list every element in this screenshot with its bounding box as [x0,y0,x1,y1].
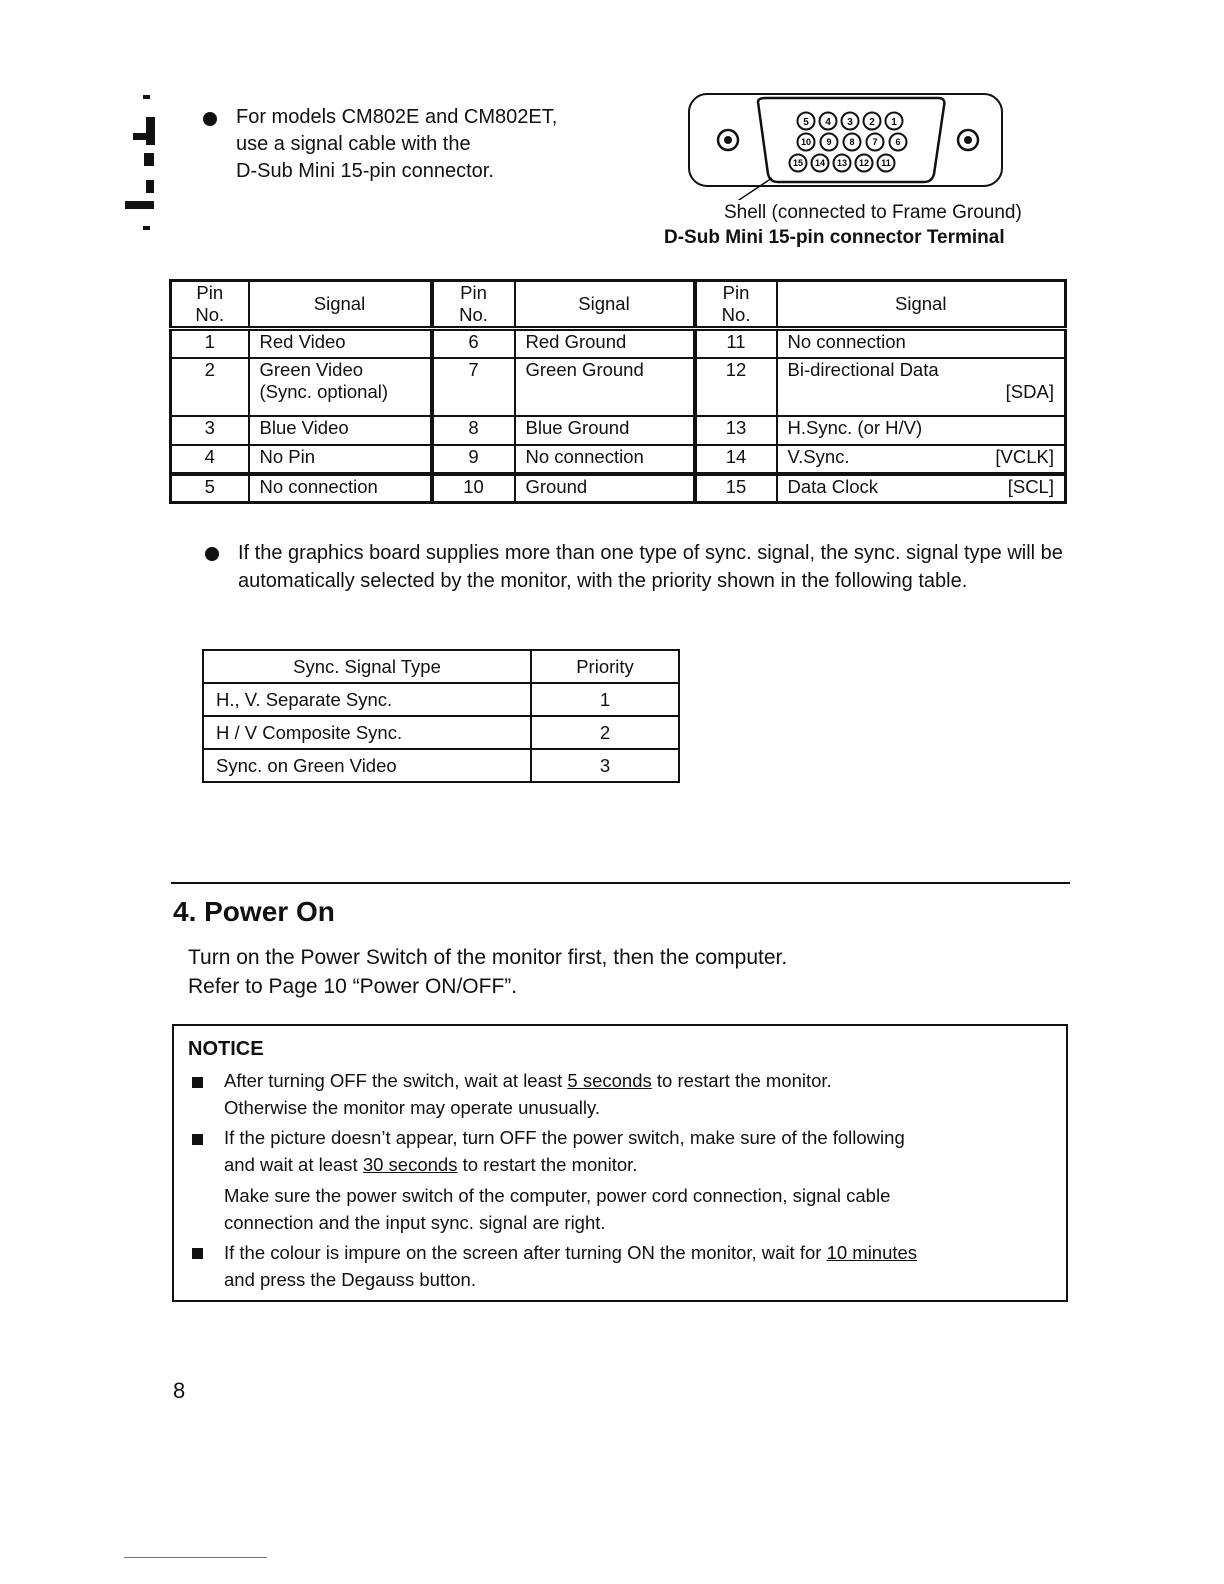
pin-number: 3 [171,416,249,445]
pin-number: 2 [171,358,249,416]
pin-assignment-table [169,279,1067,504]
svg-text:2: 2 [869,117,875,128]
pin-number: 7 [432,358,515,416]
pin-number: 4 [171,445,249,474]
svg-text:8: 8 [849,137,855,147]
pin-number: 6 [432,329,515,358]
signal-name: Red Ground [515,329,695,358]
pin-number: 10 [432,474,515,503]
table-header-row [203,650,679,683]
bullet-icon [205,547,219,561]
priority: 1 [531,683,679,716]
square-bullet-icon [192,1134,203,1145]
svg-text:7: 7 [872,137,878,147]
signal-name: Data Clock [SCL] [777,474,1066,503]
square-bullet-icon [192,1248,203,1259]
body-line: Turn on the Power Switch of the monitor first, then the computer. [188,946,788,969]
sync-type: Sync. on Green Video [203,749,531,782]
footer-line [124,1557,267,1558]
signal-name: Blue Ground [515,416,695,445]
svg-text:5: 5 [803,117,809,128]
svg-text:1: 1 [891,117,897,128]
shell-label: Shell (connected to Frame Ground) [724,202,1022,223]
sync-priority-table [202,649,680,783]
binding-mark [143,226,150,230]
svg-text:12: 12 [858,158,870,168]
binding-mark [143,95,150,99]
binding-mark [144,153,154,166]
svg-text:10: 10 [800,137,812,147]
binding-mark [125,201,154,209]
pin-number: 1 [171,329,249,358]
connector-title: D-Sub Mini 15-pin connector Terminal [664,227,1005,248]
column-header: Signal [777,281,1066,329]
svg-text:9: 9 [826,137,832,147]
svg-text:14: 14 [814,158,826,168]
table-row [171,358,1066,416]
pin-number: 15 [695,474,777,503]
table-row [171,416,1066,445]
column-header: Priority [531,650,679,683]
sync-paragraph: If the graphics board supplies more than one type of sync. signal, the sync. signal type will be automatically selected by the monitor, with the priority shown in the following table. [238,542,1063,592]
signal-name: Blue Video [249,416,432,445]
shell-leader-line [736,178,772,200]
pin-number: 13 [695,416,777,445]
pin-number: 8 [432,416,515,445]
intro-line: use a signal cable with the [236,133,471,155]
signal-name: Green Video (Sync. optional) [249,358,432,416]
pin-number: 9 [432,445,515,474]
column-header: Signal [515,281,695,329]
notice-item: If the picture doesn’t appear, turn OFF the power switch, make sure of the following and wait at least 30 seconds to restart the monitor. Make sure the power switch of the computer, power cord connection, signal cable connection and the input sync. signal are right. [224,1127,905,1233]
column-header: Sync. Signal Type [203,650,531,683]
column-header: Pin No. [432,281,515,329]
table-row [203,716,679,749]
signal-name: No connection [777,329,1066,358]
svg-text:4: 4 [825,117,831,128]
bullet-icon [203,112,217,126]
intro-line: For models CM802E and CM802ET, [236,106,558,128]
pin-number: 11 [695,329,777,358]
pin-number: 14 [695,445,777,474]
pin-row-3 [790,155,895,172]
priority: 2 [531,716,679,749]
pin-number: 5 [171,474,249,503]
column-header: Pin No. [171,281,249,329]
signal-name: Ground [515,474,695,503]
notice-item: After turning OFF the switch, wait at least 5 seconds to restart the monitor. Otherwise the monitor may operate unusually. [224,1070,832,1118]
section-title: 4. Power On [173,896,335,927]
binding-mark [133,133,147,140]
signal-name: H.Sync. (or H/V) [777,416,1066,445]
table-header-row [171,281,1066,329]
sync-type: H / V Composite Sync. [203,716,531,749]
svg-text:6: 6 [895,137,901,147]
svg-text:11: 11 [881,158,891,168]
notice-item: If the colour is impure on the screen after turning ON the monitor, wait for 10 minutes and press the Degauss button. [224,1242,918,1290]
table-row [203,749,679,782]
signal-name: Green Ground [515,358,695,416]
pin-number: 12 [695,358,777,416]
section-body [188,943,787,1001]
table-row [203,683,679,716]
signal-name: V.Sync. [VCLK] [777,445,1066,474]
column-header: Signal [249,281,432,329]
sync-type: H., V. Separate Sync. [203,683,531,716]
body-line: Refer to Page 10 “Power ON/OFF”. [188,975,518,998]
svg-text:15: 15 [792,158,804,168]
square-bullet-icon [192,1077,203,1088]
pin-row-1 [798,113,903,130]
svg-text:13: 13 [836,158,848,168]
notice-title: NOTICE [188,1038,264,1060]
intro-line: D-Sub Mini 15-pin connector. [236,160,494,182]
binding-mark [146,117,155,145]
signal-name: No connection [249,474,432,503]
pin-row-2 [798,134,907,151]
signal-name: Bi-directional Data [SDA] [777,358,1066,416]
signal-name: No Pin [249,445,432,474]
page-number: 8 [173,1378,186,1403]
column-header: Pin No. [695,281,777,329]
table-row [171,445,1066,474]
signal-name: No connection [515,445,695,474]
intro-text [236,104,656,185]
d-sub-connector-diagram [686,90,1006,200]
table-row [171,329,1066,358]
table-row [171,474,1066,503]
svg-text:3: 3 [847,117,853,128]
priority: 3 [531,749,679,782]
signal-name: Red Video [249,329,432,358]
binding-mark [146,180,154,193]
section-divider [171,882,1070,884]
